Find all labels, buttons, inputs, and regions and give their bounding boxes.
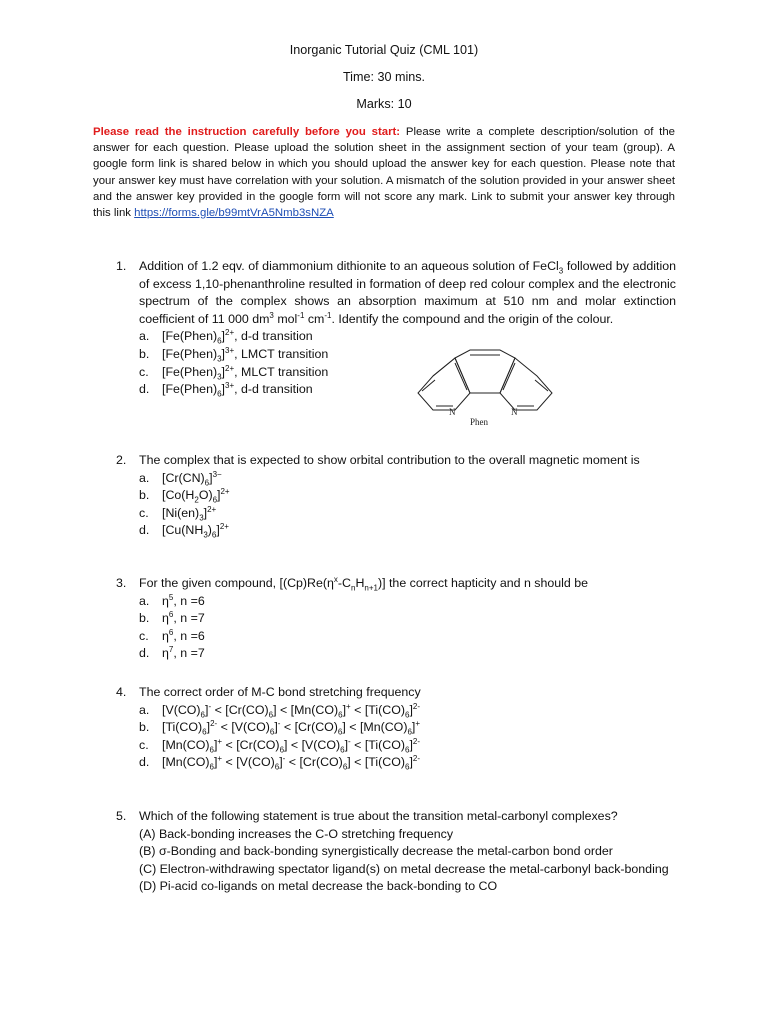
question-number: 5.	[116, 809, 127, 823]
question-number: 2.	[116, 453, 127, 467]
phen-left-ring	[418, 358, 470, 410]
carbonyl-species-v: 6	[340, 745, 345, 755]
stem-text: For the given compound, [(Cp)Re(η	[139, 576, 334, 590]
carbonyl-species-mn: +	[415, 719, 421, 729]
option-text: [Fe(Phen)	[162, 346, 218, 361]
statement-a[interactable]: (A) Back-bonding increases the C-O stretching frequency	[139, 826, 454, 841]
carbonyl-species-ti: 6	[405, 762, 410, 772]
carbonyl-species-v: [V(CO)	[231, 720, 270, 735]
carbonyl-species-cr: [Cr(CO)	[225, 702, 269, 717]
phen-nitrogen-left: N	[449, 407, 456, 417]
option-subscript: 6	[204, 478, 210, 488]
less-than-sign: <	[276, 702, 291, 717]
stem-text: H	[355, 576, 365, 590]
less-than-sign: <	[350, 702, 365, 717]
option-text: , MLCT transition	[234, 364, 329, 379]
stem-text: cm	[304, 311, 325, 326]
option-text: [Ni(en)	[162, 505, 200, 520]
question-number: 3.	[116, 576, 127, 590]
carbonyl-species-ti: 2-	[412, 736, 421, 746]
option-letter: a.	[139, 593, 150, 608]
carbonyl-species-ti: ]	[409, 755, 413, 770]
instructions-lead: Please read the instruction carefully before you start:	[93, 126, 401, 138]
less-than-sign: <	[222, 755, 237, 770]
option-list	[139, 593, 676, 663]
option-list	[139, 702, 676, 772]
carbonyl-species-mn: ]	[342, 702, 347, 717]
carbonyl-species-v: 6	[269, 727, 275, 737]
question-stem: The complex that is expected to show orbital contribution to the overall magnetic moment is	[139, 453, 640, 467]
option-letter: a.	[139, 470, 150, 485]
question-1	[116, 258, 676, 399]
option-text: , n =6	[173, 628, 205, 643]
option-letter: d.	[139, 755, 150, 770]
option-b[interactable]	[139, 610, 676, 628]
option-c[interactable]	[139, 364, 676, 382]
carbonyl-species-mn: [Mn(CO)	[290, 702, 339, 717]
carbonyl-species-mn: +	[217, 754, 223, 764]
question-number: 1.	[116, 259, 127, 273]
phen-bond	[433, 358, 455, 376]
carbonyl-species-cr: 6	[279, 745, 285, 755]
carbonyl-species-ti: 2-	[412, 701, 421, 711]
option-subscript: 6	[217, 336, 222, 346]
option-text: η	[162, 593, 169, 608]
carbonyl-species-v: 6	[274, 762, 280, 772]
carbonyl-species-cr: 6	[268, 710, 274, 720]
option-text: [Fe(Phen)	[162, 364, 218, 379]
question-5	[116, 808, 676, 896]
option-superscript: 3+	[225, 381, 235, 391]
carbonyl-species-ti: 6	[405, 745, 410, 755]
option-text: ]	[221, 346, 225, 361]
less-than-sign: <	[350, 755, 365, 770]
option-superscript: 6	[168, 610, 174, 620]
option-d[interactable]	[139, 522, 676, 540]
option-text: )	[207, 523, 212, 538]
carbonyl-species-v: -	[208, 701, 212, 711]
less-than-sign: <	[350, 737, 365, 752]
option-a[interactable]	[139, 702, 676, 720]
option-text: ]	[221, 329, 225, 344]
option-letter: d.	[139, 382, 150, 397]
option-text: , n =7	[173, 611, 205, 626]
stem-text: -C	[337, 576, 351, 590]
option-text: η	[162, 628, 169, 643]
quiz-title: Inorganic Tutorial Quiz (CML 101)	[289, 43, 479, 57]
carbonyl-species-ti: [Ti(CO)	[364, 737, 405, 752]
question-stem: The correct order of M-C bond stretching frequency	[139, 685, 421, 699]
carbonyl-species-mn: [Mn(CO)	[359, 720, 408, 735]
phen-double-bond	[503, 363, 515, 390]
carbonyl-species-v: 6	[200, 710, 205, 720]
question-3	[116, 575, 676, 663]
question-stem: Which of the following statement is true about the transition metal-carbonyl complexes?	[139, 809, 618, 823]
instructions	[93, 124, 675, 221]
option-text: , LMCT transition	[234, 346, 329, 361]
option-subscript: 2	[194, 495, 199, 505]
carbonyl-species-ti: 2-	[412, 754, 421, 764]
statement-d[interactable]: (D) Pi-acid co-ligands on metal decrease the back-bonding to CO	[139, 879, 498, 894]
option-a[interactable]	[139, 328, 676, 346]
question-stem	[139, 575, 676, 593]
option-letter: c.	[139, 364, 149, 379]
less-than-sign: <	[222, 737, 237, 752]
option-subscript: 3	[217, 372, 222, 382]
phen-ring-bonds	[455, 350, 515, 393]
option-text: , d-d transition	[234, 382, 313, 397]
carbonyl-species-ti: ]	[409, 702, 413, 717]
carbonyl-species-ti: 6	[202, 727, 207, 737]
carbonyl-species-mn: 6	[209, 745, 214, 755]
option-letter: d.	[139, 646, 150, 661]
carbonyl-species-mn: 6	[338, 710, 343, 720]
less-than-sign: <	[217, 720, 232, 735]
option-text: , d-d transition	[234, 329, 313, 344]
option-text: [Cr(CN)	[162, 470, 205, 485]
option-a[interactable]	[139, 593, 676, 611]
option-letter: b.	[139, 720, 150, 735]
carbonyl-species-v: -	[348, 736, 351, 746]
stem-superscript: 3	[269, 310, 274, 320]
option-letter: c.	[139, 628, 149, 643]
carbonyl-species-mn: [Mn(CO)	[162, 737, 210, 752]
carbonyl-species-mn: ]	[213, 737, 218, 752]
option-list	[139, 470, 676, 540]
option-letter: c.	[139, 737, 149, 752]
carbonyl-species-v: -	[277, 719, 281, 729]
option-letter: b.	[139, 611, 150, 626]
option-subscript: 6	[217, 389, 222, 399]
carbonyl-species-cr: ]	[273, 702, 277, 717]
carbonyl-species-v: [V(CO)	[301, 737, 341, 752]
option-letter: a.	[139, 329, 150, 344]
stem-text: . Identify the compound and the origin of the colour.	[331, 311, 614, 326]
option-text: O)	[198, 488, 213, 503]
option-c[interactable]	[139, 628, 676, 646]
option-letter: b.	[139, 488, 150, 503]
quiz-time: Time: 30 mins.	[342, 70, 426, 84]
carbonyl-species-mn: [Mn(CO)	[162, 755, 210, 770]
option-text: [Fe(Phen)	[162, 329, 218, 344]
option-letter: a.	[139, 702, 150, 717]
carbonyl-species-mn: ]	[213, 755, 218, 770]
option-superscript: 3−	[212, 469, 222, 479]
carbonyl-species-v: ]	[274, 720, 278, 735]
carbonyl-species-ti: [Ti(CO)	[364, 755, 405, 770]
carbonyl-species-mn: 6	[209, 762, 214, 772]
stem-text: mol	[273, 311, 298, 326]
stem-superscript: -1	[324, 310, 332, 320]
carbonyl-species-cr: ]	[347, 755, 351, 770]
option-text: ]	[216, 523, 220, 538]
stem-text: )] the correct hapticity and n should be	[377, 576, 589, 590]
carbonyl-species-ti: 6	[405, 710, 410, 720]
stem-text: followed by addition of excess 1,10-phenanthroline resulted in formation of deep red colour complex and the electronic spectrum of the complex shows an absorption maximum at 510 nm and molar extinction coefficient of 11 000 dm	[139, 259, 676, 326]
option-d[interactable]	[139, 381, 676, 399]
option-text: ]	[209, 470, 213, 485]
carbonyl-species-cr: 6	[337, 727, 343, 737]
stem-subscript: n	[350, 583, 356, 593]
option-b[interactable]	[139, 346, 676, 364]
carbonyl-species-ti: ]	[206, 720, 211, 735]
option-text: η	[162, 646, 169, 661]
question-number: 4.	[116, 685, 127, 699]
option-superscript: 6	[168, 627, 174, 637]
statement-c[interactable]: (C) Electron-withdrawing spectator ligand(s) on metal decrease the metal-carbonyl back-bonding	[139, 861, 669, 876]
less-than-sign: <	[211, 702, 226, 717]
stem-superscript: x	[333, 574, 338, 584]
carbonyl-species-v: ]	[279, 755, 283, 770]
stem-subscript: 3	[558, 266, 564, 276]
phen-right-ring	[500, 358, 552, 410]
carbonyl-species-mn: +	[217, 736, 223, 746]
carbonyl-species-v: ]	[205, 702, 209, 717]
option-b[interactable]	[139, 487, 676, 505]
carbonyl-species-v: -	[282, 754, 286, 764]
option-superscript: 2+	[207, 504, 217, 514]
less-than-sign: <	[345, 720, 360, 735]
carbonyl-species-ti: 2-	[210, 719, 218, 729]
statement-b[interactable]: (B) σ-Bonding and back-bonding synergistically decrease the metal-carbon bond order	[139, 844, 613, 859]
option-superscript: 5	[168, 592, 174, 602]
carbonyl-species-ti: [Ti(CO)	[162, 720, 203, 735]
option-subscript: 3	[203, 530, 208, 540]
option-superscript: 7	[168, 645, 174, 655]
carbonyl-species-cr: 6	[342, 762, 348, 772]
phen-double-bond	[455, 363, 467, 390]
option-text: η	[162, 611, 169, 626]
phen-caption: Phen	[470, 417, 488, 427]
carbonyl-species-v: [V(CO)	[236, 755, 275, 770]
less-than-sign: <	[287, 737, 302, 752]
phen-nitrogen-right: N	[511, 407, 518, 417]
option-a[interactable]	[139, 470, 676, 488]
option-text: , n =7	[173, 646, 205, 661]
option-text: ]	[221, 364, 225, 379]
carbonyl-species-cr: [Cr(CO)	[236, 737, 280, 752]
carbonyl-species-cr: ]	[284, 737, 288, 752]
phenanthroline-structure	[410, 342, 560, 430]
carbonyl-species-mn: 6	[407, 727, 412, 737]
answer-key-link[interactable]: https://forms.gle/b99mtVrA5Nmb3sNZA	[134, 207, 334, 220]
carbonyl-species-mn: +	[346, 701, 351, 711]
carbonyl-species-mn: ]	[411, 720, 416, 735]
carbonyl-species-ti: ]	[409, 737, 413, 752]
option-text: ]	[203, 505, 208, 520]
less-than-sign: <	[285, 755, 300, 770]
option-superscript: 2+	[225, 363, 235, 373]
option-c[interactable]	[139, 505, 676, 523]
option-letter: b.	[139, 346, 150, 361]
stem-subscript: n+1	[364, 583, 378, 593]
option-subscript: 6	[211, 530, 217, 540]
option-d[interactable]	[139, 754, 676, 772]
option-superscript: 2+	[225, 328, 235, 338]
option-superscript: 3+	[225, 345, 235, 355]
carbonyl-species-v: [V(CO)	[162, 702, 201, 717]
option-superscript: 2+	[219, 522, 229, 532]
option-letter: d.	[139, 523, 150, 538]
stem-text: Addition of 1.2 eqv. of diammonium dithionite to an aqueous solution of FeCl	[139, 259, 559, 273]
option-text: [Cu(NH	[162, 523, 204, 538]
option-letter: c.	[139, 505, 149, 520]
option-text: [Co(H	[162, 488, 195, 503]
instructions-body: Please write a complete description/solution of the answer for each question. Please upload the solution sheet in the assignment section of your team (group). A google form link is shared below in which you should upload the answer key for each question. Please note that your answer key must have correlation with your solution. A mismatch of the solution provided in your answer sheet and the answer key provided in the google form will not score any mark. Link to submit your answer key through this link	[93, 126, 675, 220]
option-list	[139, 328, 676, 398]
quiz-marks: Marks: 10	[356, 97, 412, 111]
question-stem	[139, 258, 676, 328]
carbonyl-species-cr: ]	[342, 720, 346, 735]
option-superscript: 2+	[220, 487, 230, 497]
option-subscript: 3	[199, 513, 204, 523]
stem-superscript: -1	[297, 310, 305, 320]
carbonyl-species-cr: [Cr(CO)	[299, 755, 343, 770]
option-subscript: 6	[212, 495, 218, 505]
option-subscript: 3	[217, 354, 222, 364]
carbonyl-species-v: ]	[344, 737, 349, 752]
carbonyl-species-ti: [Ti(CO)	[364, 702, 405, 717]
carbonyl-species-cr: [Cr(CO)	[294, 720, 338, 735]
option-c[interactable]	[139, 737, 676, 755]
option-b[interactable]	[139, 719, 676, 737]
question-4	[116, 684, 676, 772]
option-d[interactable]	[139, 645, 676, 663]
option-text: ]	[221, 382, 225, 397]
option-text: , n =6	[173, 593, 205, 608]
option-text: ]	[217, 488, 221, 503]
less-than-sign: <	[280, 720, 295, 735]
option-text: [Fe(Phen)	[162, 382, 218, 397]
question-2	[116, 452, 676, 540]
